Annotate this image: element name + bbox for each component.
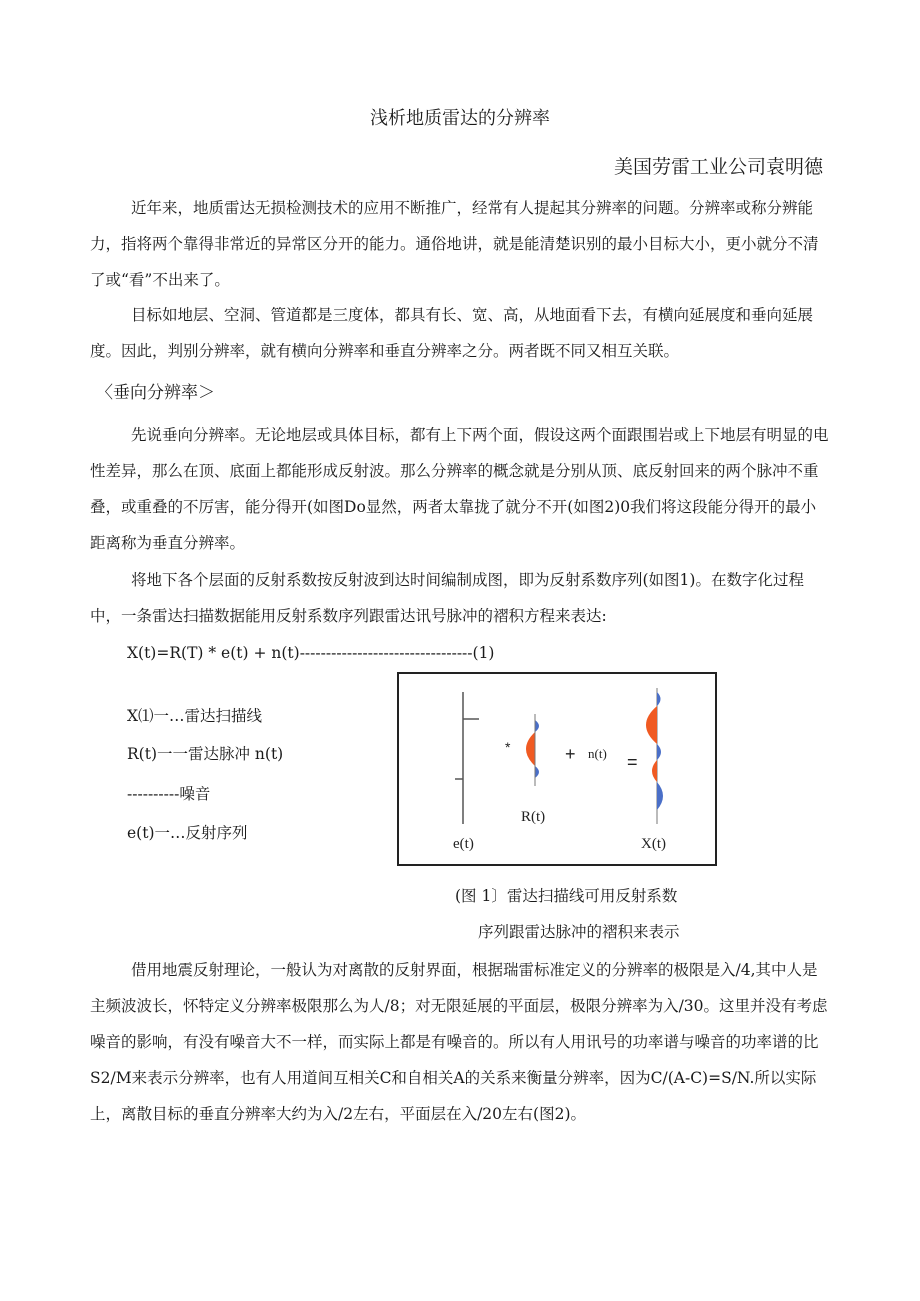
trace-lobe-2 xyxy=(646,706,657,744)
trace-lobe-5 xyxy=(657,782,663,810)
pulse-lobe-main xyxy=(526,732,535,766)
operator-star: * xyxy=(505,739,511,755)
radar-pulse-wavelet xyxy=(526,714,539,786)
definition-r: R(t)一一雷达脉冲 n(t) xyxy=(127,745,284,763)
figure-caption-2: 序列跟雷达脉冲的褶积来表示 xyxy=(478,923,680,941)
definition-x: X⑴一…雷达扫描线 xyxy=(127,707,263,725)
pulse-lobe-top xyxy=(535,720,539,732)
paragraph-targets: 目标如地层、空洞、管道都是三度体，都具有长、宽、高，从地面看下去，有横向延展度和垂向延展度。因此，判别分辨率，就有横向分辨率和垂直分辨率之分。两者既不同又相互关联。 xyxy=(90,306,814,360)
noise-label: n(t) xyxy=(588,746,607,761)
figure-1 xyxy=(397,672,717,866)
page-title: 浅析地质雷达的分辨率 xyxy=(370,108,550,129)
figure-caption-1: (图 1〕雷达扫描线可用反射系数 xyxy=(455,887,678,905)
author-line: 美国劳雷工业公司袁明德 xyxy=(613,156,823,178)
pulse-lobe-bottom xyxy=(535,766,539,778)
paragraph-intro: 近年来，地质雷达无损检测技术的应用不断推广，经常有人提起其分辨率的问题。分辨率或称分辨能力，指将两个靠得非常近的异常区分开的能力。通俗地讲，就是能清楚识别的最小目标大小，更小就分不清了或“看”不出来了。 xyxy=(90,199,819,289)
paragraph-resolution-limits: 借用地震反射理论，一般认为对离散的反射界面，根据瑞雷标准定义的分辨率的极限是入/4,其中人是主频波波长，怀特定义分辨率极限那么为人/8；对无限延展的平面层，极限分辨率为入/30。这里并没有考虑噪音的影响，有没有噪音大不一样，而实际上都是有噪音的。所以有人用讯号的功率谱与噪音的功率谱的比S2/M来表示分辨率，也有人用道间互相关C和自相关A的关系来衡量分辨率，因为C/(A-C)=S/N.所以实际上，离散目标的垂直分辨率大约为入/2左右，平面层在入/20左右(图2)。 xyxy=(90,961,828,1123)
reflection-label: e(t) xyxy=(453,836,474,852)
scan-label: X(t) xyxy=(641,836,666,852)
scan-trace-wavelet xyxy=(646,688,663,824)
operator-equals: = xyxy=(627,752,638,772)
section-heading: 〈垂向分辨率＞ xyxy=(96,383,215,403)
paragraph-vertical: 先说垂向分辨率。无论地层或具体目标，都有上下两个面，假设这两个面跟围岩或上下地层有明显的电性差异，那么在顶、底面上都能形成反射波。那么分辨率的概念就是分别从顶、底反射回来的两个脉冲不重叠，或重叠的不厉害，能分得开(如图Do显然，两者太靠拢了就分不开(如图2)0我们将这段能分得开的最小距离称为垂直分辨率。 xyxy=(90,426,829,552)
trace-lobe-4 xyxy=(652,760,657,782)
paragraph-reflection: 将地下各个层面的反射系数按反射波到达时间编制成图，即为反射系数序列(如图1)。在数字化过程中，一条雷达扫描数据能用反射系数序列跟雷达讯号脉冲的褶积方程来表达: xyxy=(90,571,804,625)
definition-e: e(t)一…反射序列 xyxy=(127,824,248,842)
convolution-diagram xyxy=(399,674,715,864)
definition-noise: ----------噪音 xyxy=(127,785,211,803)
pulse-label: R(t) xyxy=(521,809,546,825)
trace-lobe-1 xyxy=(657,692,661,706)
equation: X(t)=R(T) * e(t) + n(t)---------------------------------(1) xyxy=(127,644,495,662)
trace-lobe-3 xyxy=(657,744,661,760)
operator-plus: + xyxy=(565,744,576,764)
